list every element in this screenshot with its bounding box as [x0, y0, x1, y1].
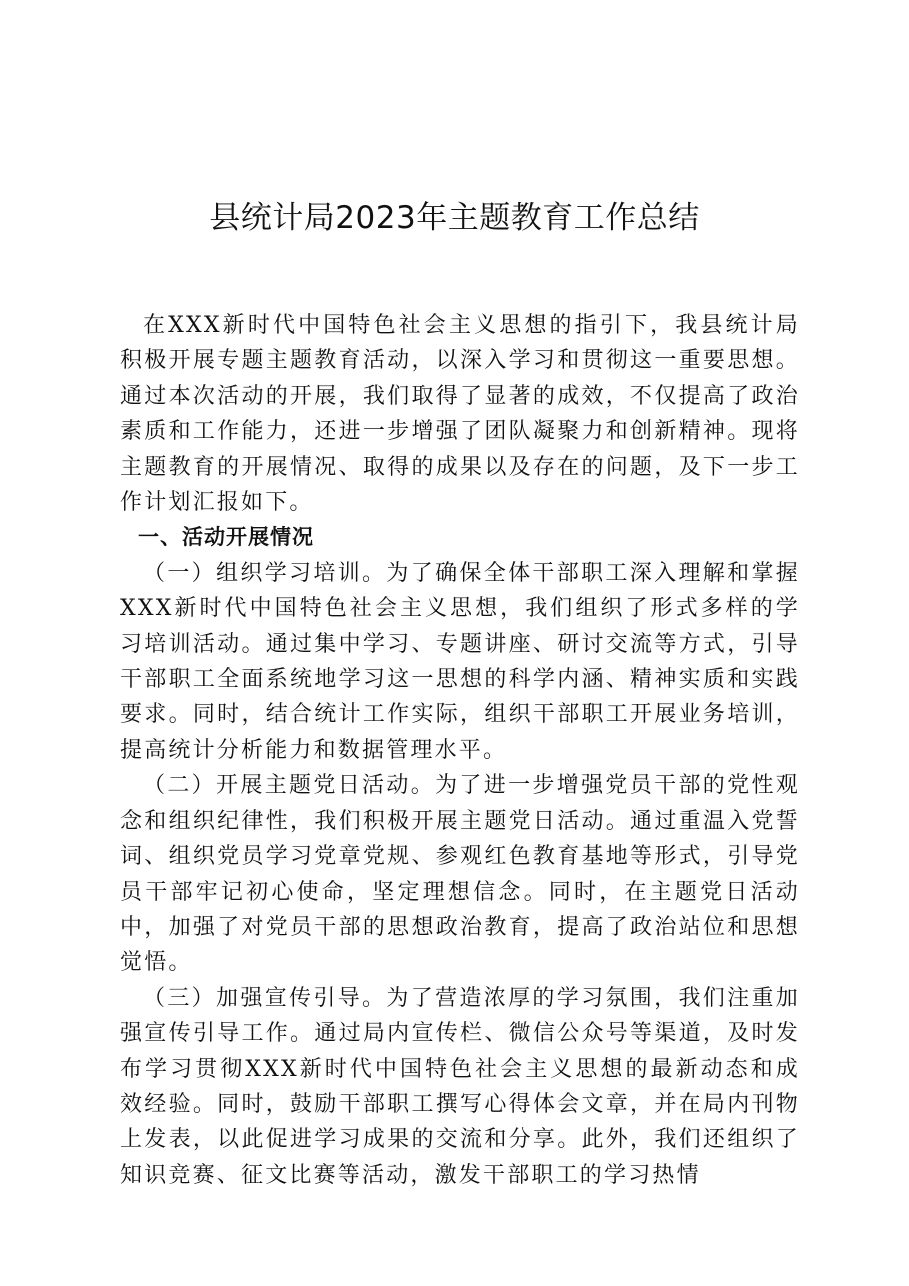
item-subtitle: （三）加强宣传引导。	[143, 985, 387, 1011]
item-text: 为了确保全体干部职工深入理解和掌握XXX新时代中国特色社会主义思想，我们组织了形式多样的学习培训活动。通过集中学习、专题讲座、研讨交流等方式，引导干部职工全面系统地学习这一思想的科学内涵、精神实质和实践要求。同时，结合统计工作实际，组织干部职工开展业务培训，提高统计分析能力和数据管理水平。	[120, 560, 800, 763]
document-body	[120, 308, 800, 1193]
intro-paragraph: 在XXX新时代中国特色社会主义思想的指引下，我县统计局积极开展专题主题教育活动，以深入学习和贯彻这一重要思想。通过本次活动的开展，我们取得了显著的成效，不仅提高了政治素质和工作能力，还进一步增强了团队凝聚力和创新精神。现将主题教育的开展情况、取得的成果以及存在的问题，及下一步工作计划汇报如下。	[120, 313, 800, 516]
item-subtitle: （一）组织学习培训。	[143, 560, 387, 586]
item-paragraph-party-day	[120, 768, 800, 980]
item-paragraph-publicity	[120, 981, 800, 1193]
item-text: 为了进一步增强党员干部的党性观念和组织纪律性，我们积极开展主题党日活动。通过重温入党誓词、组织党员学习党章党规、参观红色教育基地等形式，引导党员干部牢记初心使命，坚定理想信念。同时，在主题党日活动中，加强了对党员干部的思想政治教育，提高了政治站位和思想觉悟。	[120, 773, 800, 976]
section-heading-activities: 一、活动开展情况	[138, 525, 314, 550]
item-subtitle: （二）开展主题党日活动。	[143, 773, 436, 799]
document-title: 县统计局2023年主题教育工作总结	[209, 200, 700, 236]
item-text: 为了营造浓厚的学习氛围，我们注重加强宣传引导工作。通过局内宣传栏、微信公众号等渠道，及时发布学习贯彻XXX新时代中国特色社会主义思想的最新动态和成效经验。同时，鼓励干部职工撰写心得体会文章，并在局内刊物上发表，以此促进学习成果的交流和分享。此外，我们还组织了知识竞赛、征文比赛等活动，激发干部职工的学习热情	[120, 985, 800, 1188]
item-paragraph-study-training	[120, 556, 800, 768]
